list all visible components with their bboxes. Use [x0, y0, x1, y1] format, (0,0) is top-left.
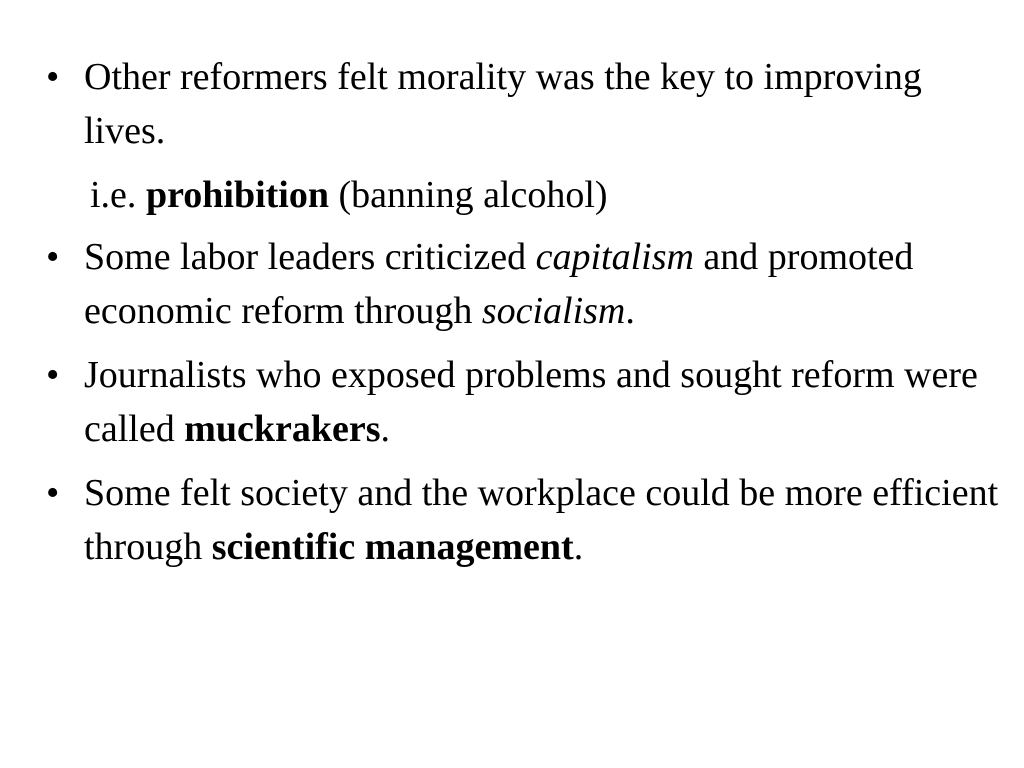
bullet-item-scientific-management	[40, 466, 1000, 574]
term-scientific-management: scientific management	[211, 526, 574, 568]
term-socialism: socialism	[481, 290, 626, 332]
bullet-item-muckrakers	[40, 348, 1000, 456]
sub-line-prohibition	[40, 168, 1000, 222]
bullet-text: Some felt society and the workplace could be more efficient through	[84, 472, 999, 568]
bullet-list	[40, 50, 1000, 584]
sub-suffix: (banning alcohol)	[328, 174, 608, 216]
bullet-text-cont: and promoted economic reform through	[84, 236, 914, 332]
bullet-item-morality	[40, 50, 1000, 158]
bullet-text: Journalists who exposed problems and sought reform were called	[84, 354, 978, 450]
bullet-icon: •	[46, 472, 60, 514]
bullet-text: Other reformers felt morality was the key to improving lives.	[84, 56, 922, 152]
term-prohibition: prohibition	[145, 174, 329, 216]
sub-prefix: i.e.	[90, 174, 146, 216]
bullet-item-socialism	[40, 230, 1000, 338]
bullet-icon: •	[46, 56, 60, 98]
bullet-icon: •	[46, 354, 60, 396]
term-muckrakers: muckrakers	[184, 408, 381, 450]
bullet-text-end: .	[380, 408, 391, 450]
bullet-text-end: .	[625, 290, 635, 332]
bullet-icon: •	[46, 236, 60, 278]
bullet-text: Some labor leaders criticized	[84, 236, 536, 278]
term-capitalism: capitalism	[535, 236, 694, 278]
bullet-text-end: .	[573, 526, 584, 568]
